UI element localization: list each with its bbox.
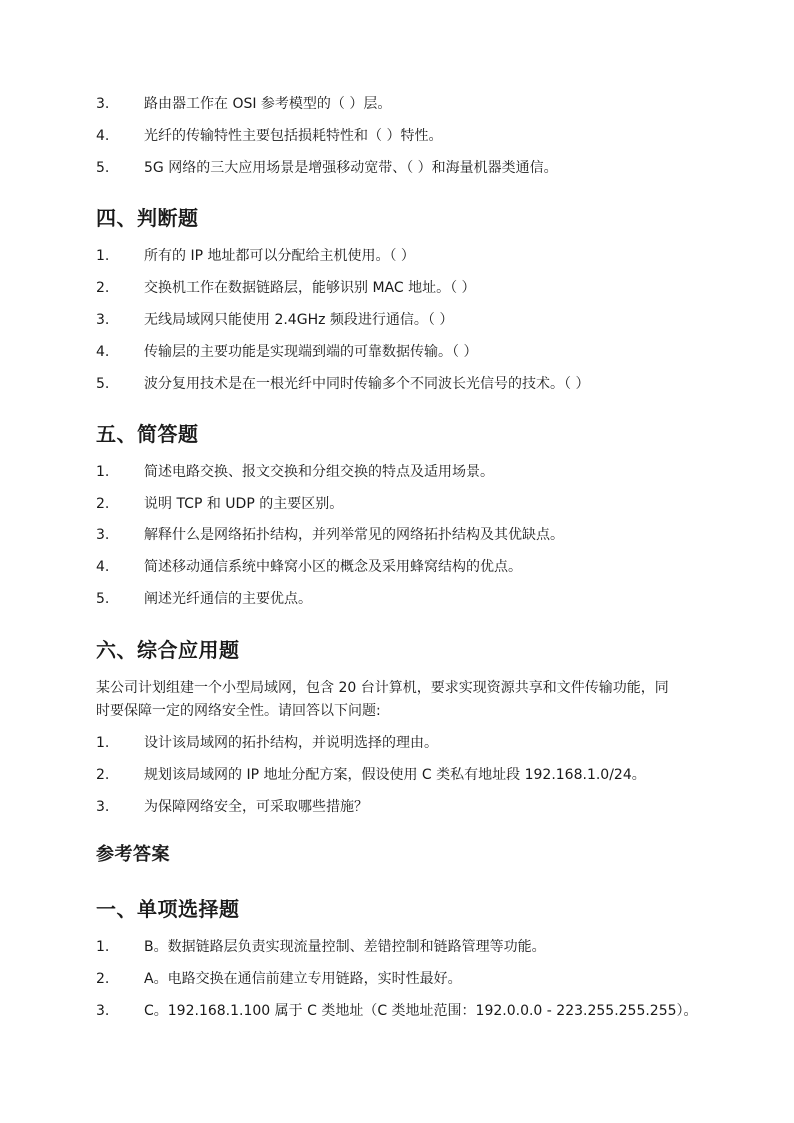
item-text: A。电路交换在通信前建立专用链路，实时性最好。 xyxy=(144,971,462,987)
item-text: 阐述光纤通信的主要优点。 xyxy=(144,591,312,607)
section-heading-true-false: 四、判断题 xyxy=(96,206,199,230)
item-number: 4. xyxy=(96,559,110,575)
true-false-item-1 xyxy=(96,244,736,268)
item-number: 2. xyxy=(96,971,110,987)
item-text: 交换机工作在数据链路层，能够识别 MAC 地址。（ ） xyxy=(144,280,476,296)
item-text: 设计该局域网的拓扑结构，并说明选择的理由。 xyxy=(144,735,438,751)
item-number: 4. xyxy=(96,128,110,144)
application-item-2 xyxy=(96,763,736,787)
true-false-item-5 xyxy=(96,372,736,396)
section-heading-application: 六、综合应用题 xyxy=(96,638,240,662)
item-text: 波分复用技术是在一根光纤中同时传输多个不同波长光信号的技术。（ ） xyxy=(144,376,590,392)
section-heading-short-answer: 五、简答题 xyxy=(96,422,199,446)
item-number: 2. xyxy=(96,767,110,783)
item-text: 5G 网络的三大应用场景是增强移动宽带、（ ）和海量机器类通信。 xyxy=(144,160,558,176)
item-text: 光纤的传输特性主要包括损耗特性和（ ）特性。 xyxy=(144,128,443,144)
application-item-1 xyxy=(96,731,736,755)
item-text: 简述电路交换、报文交换和分组交换的特点及适用场景。 xyxy=(144,464,494,480)
item-number: 3. xyxy=(96,799,110,815)
item-number: 3. xyxy=(96,96,110,112)
section-heading-single-choice: 一、单项选择题 xyxy=(96,897,240,921)
fill-in-item-3 xyxy=(96,92,736,116)
fill-in-item-5 xyxy=(96,156,736,180)
item-number: 2. xyxy=(96,280,110,296)
item-number: 3. xyxy=(96,527,110,543)
item-text: 路由器工作在 OSI 参考模型的（ ）层。 xyxy=(144,96,392,112)
item-text: 无线局域网只能使用 2.4GHz 频段进行通信。（ ） xyxy=(144,312,454,328)
item-text: B。数据链路层负责实现流量控制、差错控制和链路管理等功能。 xyxy=(144,939,546,955)
item-text: 简述移动通信系统中蜂窝小区的概念及采用蜂窝结构的优点。 xyxy=(144,559,522,575)
answer-item-3 xyxy=(96,999,736,1023)
answer-item-2 xyxy=(96,967,736,991)
item-number: 1. xyxy=(96,939,110,955)
application-intro-line-1: 某公司计划组建一个小型局域网，包含 20 台计算机，要求实现资源共享和文件传输功能，同 xyxy=(96,680,669,696)
item-number: 5. xyxy=(96,591,110,607)
item-number: 3. xyxy=(96,312,110,328)
application-item-3 xyxy=(96,795,736,819)
short-answer-item-5 xyxy=(96,587,736,611)
item-number: 1. xyxy=(96,464,110,480)
item-number: 5. xyxy=(96,160,110,176)
short-answer-item-1 xyxy=(96,460,736,484)
reference-answers-heading: 参考答案 xyxy=(96,844,170,865)
application-intro-line-2: 时要保障一定的网络安全性。请回答以下问题: xyxy=(96,703,381,719)
item-number: 4. xyxy=(96,344,110,360)
item-text: 规划该局域网的 IP 地址分配方案，假设使用 C 类私有地址段 192.168.1.0/24。 xyxy=(144,767,646,783)
item-text: 为保障网络安全，可采取哪些措施？ xyxy=(144,799,368,815)
item-number: 1. xyxy=(96,735,110,751)
item-text: 解释什么是网络拓扑结构，并列举常见的网络拓扑结构及其优缺点。 xyxy=(144,527,564,543)
item-number: 2. xyxy=(96,496,110,512)
short-answer-item-2 xyxy=(96,492,736,516)
item-text: 所有的 IP 地址都可以分配给主机使用。（ ） xyxy=(144,248,415,264)
item-number: 5. xyxy=(96,376,110,392)
true-false-item-3 xyxy=(96,308,736,332)
item-number: 1. xyxy=(96,248,110,264)
item-text: C。192.168.1.100 属于 C 类地址（C 类地址范围：192.0.0.0 - 223.255.255.255）。 xyxy=(144,1003,698,1019)
short-answer-item-4 xyxy=(96,555,736,579)
short-answer-item-3 xyxy=(96,523,736,547)
true-false-item-2 xyxy=(96,276,736,300)
item-text: 说明 TCP 和 UDP 的主要区别。 xyxy=(144,496,344,512)
item-text: 传输层的主要功能是实现端到端的可靠数据传输。（ ） xyxy=(144,344,478,360)
answer-item-1 xyxy=(96,935,736,959)
item-number: 3. xyxy=(96,1003,110,1019)
true-false-item-4 xyxy=(96,340,736,364)
fill-in-item-4 xyxy=(96,124,736,148)
